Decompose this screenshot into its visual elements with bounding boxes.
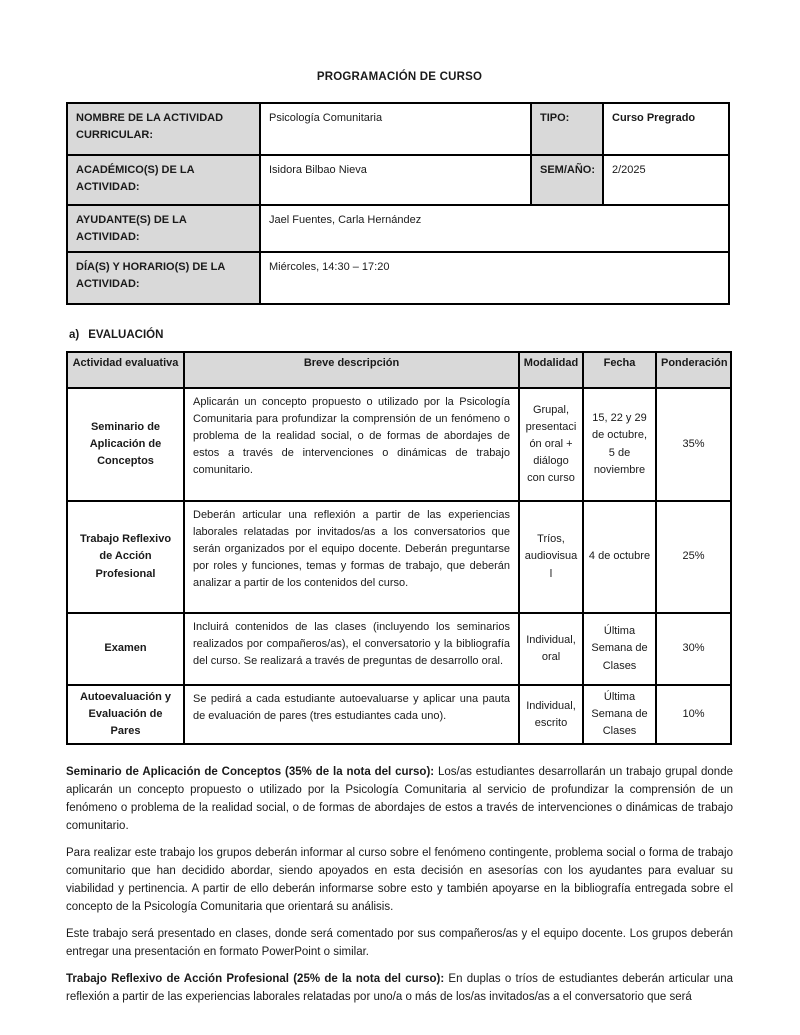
- section-label: a): [69, 329, 80, 341]
- info-label-ayudante: AYUDANTE(S) DE LA ACTIVIDAD:: [67, 205, 260, 252]
- activity-name: Seminario de Aplicación de Conceptos: [67, 388, 184, 501]
- course-info-table: [66, 102, 730, 305]
- paragraph-metodologia: [66, 844, 733, 916]
- activity-modality: Grupal, presentación oral + diálogo con curso: [519, 388, 583, 501]
- table-row: [67, 155, 729, 205]
- activity-weight: 25%: [656, 501, 731, 613]
- activity-weight: 35%: [656, 388, 731, 501]
- col-header-actividad: Actividad evaluativa: [67, 352, 184, 388]
- paragraph-text: Este trabajo será presentado en clases, donde será comentado por sus compañeros/as y el equipo docente. Los grupos deberán entregar una presentación en formato PowerPoint o similar.: [66, 928, 733, 959]
- table-row: [67, 252, 729, 304]
- activity-date: 15, 22 y 29 de octubre, 5 de noviembre: [583, 388, 656, 501]
- table-row: [67, 613, 731, 685]
- info-label-sem-ano: SEM/AÑO:: [531, 155, 603, 205]
- table-row: [67, 501, 731, 613]
- paragraph-lead: Trabajo Reflexivo de Acción Profesional (25% de la nota del curso):: [66, 973, 445, 986]
- activity-description: Se pedirá a cada estudiante autoevaluarse y aplicar una pauta de evaluación de pares (tres estudiantes cada uno).: [184, 685, 519, 744]
- paragraph-presentacion: [66, 925, 733, 961]
- info-value-tipo: Curso Pregrado: [603, 103, 729, 155]
- evaluation-table: [66, 351, 732, 745]
- activity-date: Última Semana de Clases: [583, 685, 656, 744]
- activity-description: Deberán articular una reflexión a partir de las experiencias laborales relatadas por invitados/as a los conversatorios que serán organizados por el equipo docente. Deberán preguntarse por roles y funciones, temas y formas de trabajo, que deberán analizar a partir de los contenidos del curso.: [184, 501, 519, 613]
- activity-weight: 30%: [656, 613, 731, 685]
- paragraph-lead: Seminario de Aplicación de Conceptos (35% de la nota del curso):: [66, 766, 435, 779]
- activity-name: Trabajo Reflexivo de Acción Profesional: [67, 501, 184, 613]
- info-value-ayudante: Jael Fuentes, Carla Hernández: [260, 205, 729, 252]
- col-header-modalidad: Modalidad: [519, 352, 583, 388]
- col-header-ponderacion: Ponderación: [656, 352, 731, 388]
- activity-weight: 10%: [656, 685, 731, 744]
- paragraph-trabajo-reflexivo: [66, 970, 733, 1006]
- info-label-tipo: TIPO:: [531, 103, 603, 155]
- activity-modality: Individual, escrito: [519, 685, 583, 744]
- activity-modality: Tríos, audiovisual: [519, 501, 583, 613]
- paragraph-seminario: [66, 763, 733, 835]
- table-row: [67, 103, 729, 155]
- activity-date: Última Semana de Clases: [583, 613, 656, 685]
- table-row: [67, 388, 731, 501]
- evaluation-section-heading: [69, 329, 733, 341]
- activity-description: Aplicarán un concepto propuesto o utilizado por la Psicología Comunitaria para profundizar la comprensión de un fenómeno o problema de la realidad social, o de formas de abordajes de estos a través de intervenciones o dinámicas de trabajo comunitario.: [184, 388, 519, 501]
- page-title: PROGRAMACIÓN DE CURSO: [316, 71, 483, 83]
- table-header-row: [67, 352, 731, 388]
- table-row: [67, 685, 731, 744]
- activity-date: 4 de octubre: [583, 501, 656, 613]
- activity-description: Incluirá contenidos de las clases (incluyendo los seminarios realizados por compañeros/as), el conversatorio y la bibliografía del curso. Se realizará a través de preguntas de desarrollo oral.: [184, 613, 519, 685]
- info-label-horario: DÍA(S) Y HORARIO(S) DE LA ACTIVIDAD:: [67, 252, 260, 304]
- section-title: EVALUACIÓN: [88, 329, 164, 341]
- info-value-academico: Isidora Bilbao Nieva: [260, 155, 531, 205]
- table-row: [67, 205, 729, 252]
- activity-name: Examen: [67, 613, 184, 685]
- info-label-academico: ACADÉMICO(S) DE LA ACTIVIDAD:: [67, 155, 260, 205]
- activity-name: Autoevaluación y Evaluación de Pares: [67, 685, 184, 744]
- info-value-nombre: Psicología Comunitaria: [260, 103, 531, 155]
- col-header-fecha: Fecha: [583, 352, 656, 388]
- activity-modality: Individual, oral: [519, 613, 583, 685]
- paragraph-text: Para realizar este trabajo los grupos deberán informar al curso sobre el fenómeno contingente, problema social o forma de trabajo comunitario que han decidido abordar, siendo apoyados en esta decisión en asesorías con los ayudantes para evaluar su viabilidad y pertinencia. A partir de ello deberán informarse sobre esto y también apoyarse en la bibliografía entregada sobre el concepto de la Psicología Comunitaria que orientará su análisis.: [66, 847, 733, 914]
- info-label-nombre: NOMBRE DE LA ACTIVIDAD CURRICULAR:: [67, 103, 260, 155]
- col-header-descripcion: Breve descripción: [184, 352, 519, 388]
- info-value-sem-ano: 2/2025: [603, 155, 729, 205]
- paragraph-text: En duplas o tríos de estudiantes deberán articular una reflexión a partir de las experiencias laborales relatadas por uno/a o más de los/as invitados/as a el conversatorio que será: [66, 973, 733, 1004]
- info-value-horario: Miércoles, 14:30 – 17:20: [260, 252, 729, 304]
- paragraph-text: Los/as estudiantes desarrollarán un trabajo grupal donde aplicarán un concepto propuesto o utilizado por la Psicología Comunitaria al servicio de profundizar la comprensión de un fenómeno o problema de la realidad social, o de formas de abordajes de estos a través de intervenciones o dinámicas de trabajo comunitario.: [66, 766, 733, 833]
